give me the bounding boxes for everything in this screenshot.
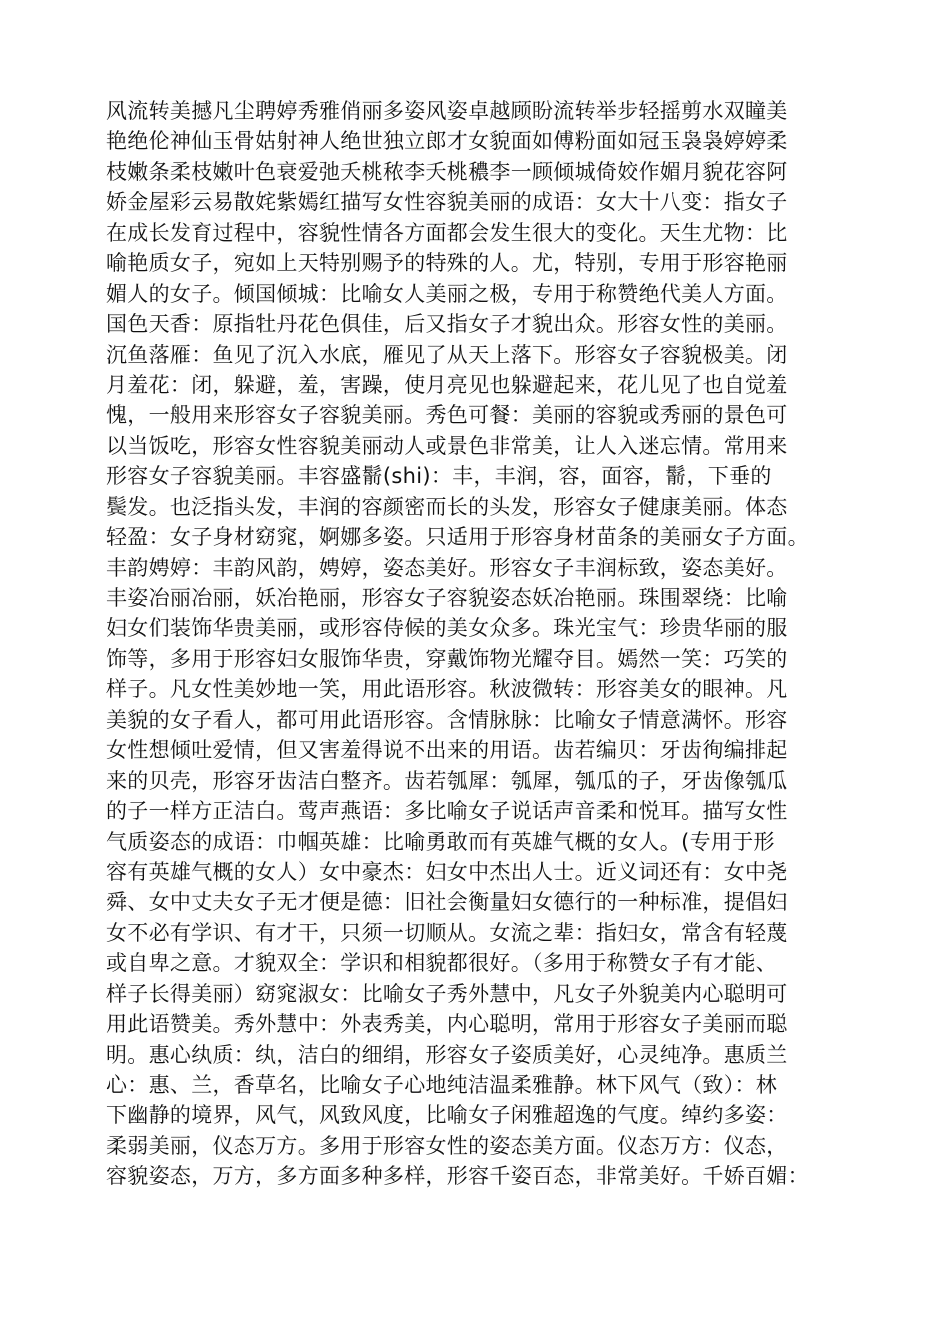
- text-line: 月羞花：闭，躲避，羞，害躁，使月亮见也躲避起来，花儿见了也自觉羞: [106, 372, 788, 397]
- text-line: 喻艳质女子，宛如上天特别赐予的特殊的人。尤，特别，专用于形容艳丽: [106, 251, 788, 276]
- text-line: 娇金屋彩云易散姹紫嫣红描写女性容貌美丽的成语：女大十八变：指女子: [106, 190, 788, 215]
- text-line: 丰姿冶丽冶丽，妖冶艳丽，形容女子容貌姿态妖冶艳丽。珠围翠绕：比喻: [106, 586, 788, 610]
- text-line: 容有英雄气概的女人）女中豪杰：妇女中杰出人士。近义词还有：女中尧: [106, 859, 788, 884]
- text-line: 形容女子容貌美丽。丰容盛鬋(shi)：丰，丰润，容，面容，鬋，下垂的: [106, 464, 772, 489]
- text-line: 心：惠、兰，香草名，比喻女子心地纯洁温柔雅静。林下风气（致）：林: [106, 1073, 778, 1097]
- text-line: 女不必有学识、有才干，只须一切顺从。女流之辈：指妇女，常含有轻蔑: [106, 920, 788, 945]
- text-line: 用此语赞美。秀外慧中：外表秀美，内心聪明，常用于形容女子美丽而聪: [106, 1012, 788, 1037]
- text-line: 枝嫩条柔枝嫩叶色衰爱弛夭桃秾李夭桃穠李一顾倾城倚姣作媚月貌花容阿: [106, 159, 788, 184]
- text-line: 风流转美撼凡尘聘婷秀雅俏丽多姿风姿卓越顾盼流转举步轻摇剪水双瞳美: [106, 99, 788, 123]
- text-line: 柔弱美丽，仪态万方。多用于形容女性的姿态美方面。仪态万方：仪态，: [106, 1133, 788, 1158]
- text-line: 女性想倾吐爱情，但又害羞得说不出来的用语。齿若编贝：牙齿徇编排起: [106, 738, 788, 763]
- text-line: 样子。凡女性美妙地一笑，用此语形容。秋波微转：形容美女的眼神。凡: [106, 677, 788, 702]
- text-line: 妇女们装饰华贵美丽，或形容侍候的美女众多。珠光宝气：珍贵华丽的服: [106, 616, 788, 641]
- text-line: 国色天香：原指牡丹花色俱佳，后又指女子才貌出众。形容女性的美丽。: [106, 312, 788, 337]
- body-text: [106, 96, 866, 1192]
- text-line: 饰等，多用于形容妇女服饰华贵，穿戴饰物光耀夺目。嫣然一笑：巧笑的: [106, 646, 788, 671]
- text-line: 媚人的女子。倾国倾城：比喻女人美丽之极，专用于称赞绝代美人方面。: [106, 281, 788, 306]
- text-line: 在成长发育过程中，容貌性情各方面都会发生很大的变化。天生尤物：比: [106, 220, 788, 245]
- text-line: 艳绝伦神仙玉骨姑射神人绝世独立郎才女貌面如傅粉面如冠玉袅袅婷婷柔: [106, 129, 788, 154]
- text-line: 丰韵娉婷：丰韵风韵，娉婷，姿态美好。形容女子丰润标致，姿态美好。: [106, 555, 788, 580]
- text-line: 样子长得美丽）窈窕淑女：比喻女子秀外慧中，凡女子外貌美内心聪明可: [106, 981, 788, 1006]
- text-line: 愧，一般用来形容女子容貌美丽。秀色可餐：美丽的容貌或秀丽的景色可: [106, 403, 788, 428]
- text-line: 轻盈：女子身材窈窕，婀娜多姿。只适用于形容身材苗条的美丽女子方面。: [106, 525, 809, 550]
- text-line: 美貌的女子看人，都可用此语形容。含情脉脉：比喻女子情意满怀。形容: [106, 707, 788, 732]
- text-line: 沉鱼落雁：鱼见了沉入水底，雁见了从天上落下。形容女子容貌极美。闭: [106, 342, 788, 367]
- text-line: 气质姿态的成语：巾帼英雄：比喻勇敢而有英雄气概的女人。(专用于形: [106, 829, 775, 854]
- text-line: 来的贝壳，形容牙齿洁白整齐。齿若瓠犀：瓠犀，瓠瓜的子，牙齿像瓠瓜: [106, 768, 788, 793]
- text-line: 的子一样方正洁白。莺声燕语：多比喻女子说话声音柔和悦耳。描写女性: [106, 799, 788, 824]
- text-line: 鬓发。也泛指头发，丰润的容颜密而长的头发，形容女子健康美丽。体态: [106, 494, 788, 519]
- text-line: 容貌姿态，万方，多方面多种多样，形容千姿百态，非常美好。千娇百媚：: [106, 1164, 809, 1189]
- text-line: 下幽静的境界，风气，风致风度，比喻女子闲雅超逸的气度。绰约多姿：: [106, 1103, 788, 1128]
- text-line: 明。惠心纨质：纨，洁白的细绢，形容女子姿质美好，心灵纯净。惠质兰: [106, 1042, 788, 1067]
- text-line: 舜、女中丈夫女子无才便是德：旧社会衡量妇女德行的一种标准，提倡妇: [106, 890, 788, 915]
- text-line: 或自卑之意。才貌双全：学识和相貌都很好。（多用于称赞女子有才能、: [106, 951, 778, 976]
- text-line: 以当饭吃，形容女性容貌美丽动人或景色非常美，让人入迷忘情。常用来: [106, 433, 788, 458]
